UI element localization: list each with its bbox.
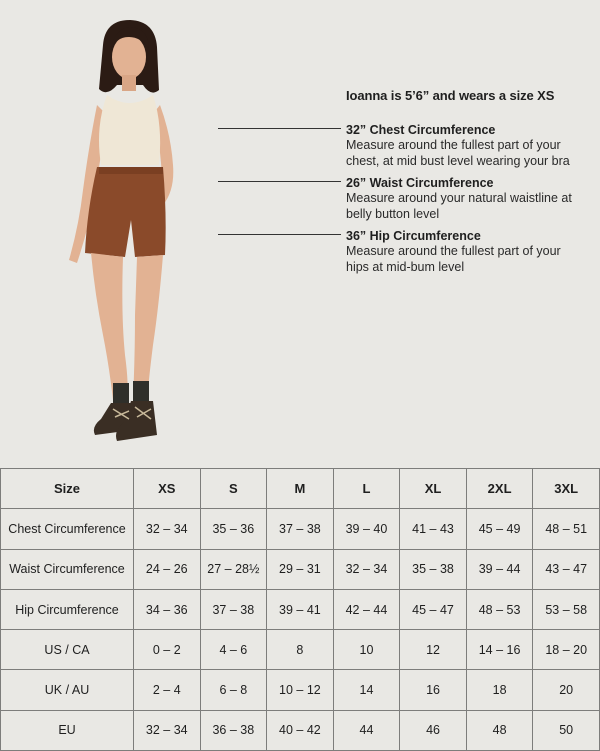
table-cell: 16 bbox=[400, 670, 467, 710]
row-label: UK / AU bbox=[1, 670, 134, 710]
table-row bbox=[1, 710, 600, 750]
table-row bbox=[1, 589, 600, 629]
chest-measurement bbox=[346, 123, 586, 169]
table-cell: 41 – 43 bbox=[400, 509, 467, 549]
table-cell: 18 – 20 bbox=[533, 630, 600, 670]
waist-measurement bbox=[346, 176, 586, 222]
header-cell: L bbox=[333, 469, 400, 509]
table-cell: 39 – 44 bbox=[466, 549, 533, 589]
model-illustration bbox=[55, 15, 205, 455]
header-cell: M bbox=[267, 469, 334, 509]
table-cell: 36 – 38 bbox=[200, 710, 267, 750]
row-label: Hip Circumference bbox=[1, 589, 134, 629]
header-cell: XL bbox=[400, 469, 467, 509]
header-cell: Size bbox=[1, 469, 134, 509]
table-cell: 0 – 2 bbox=[134, 630, 201, 670]
hip-measurement bbox=[346, 229, 586, 275]
table-cell: 48 bbox=[466, 710, 533, 750]
table-cell: 37 – 38 bbox=[200, 589, 267, 629]
header-cell: 2XL bbox=[466, 469, 533, 509]
table-cell: 32 – 34 bbox=[333, 549, 400, 589]
table-cell: 34 – 36 bbox=[134, 589, 201, 629]
table-cell: 43 – 47 bbox=[533, 549, 600, 589]
table-cell: 20 bbox=[533, 670, 600, 710]
table-cell: 8 bbox=[267, 630, 334, 670]
table-header-row bbox=[1, 469, 600, 509]
table-cell: 27 – 28½ bbox=[200, 549, 267, 589]
table-cell: 35 – 36 bbox=[200, 509, 267, 549]
header-cell: S bbox=[200, 469, 267, 509]
table-row bbox=[1, 549, 600, 589]
table-cell: 32 – 34 bbox=[134, 710, 201, 750]
model-photo bbox=[55, 15, 205, 455]
table-cell: 37 – 38 bbox=[267, 509, 334, 549]
row-label: Waist Circumference bbox=[1, 549, 134, 589]
measurement-description: Measure around your natural waistline at belly button level bbox=[346, 191, 572, 221]
table-cell: 44 bbox=[333, 710, 400, 750]
table-row bbox=[1, 509, 600, 549]
table-cell: 18 bbox=[466, 670, 533, 710]
waist-leader-line bbox=[218, 181, 341, 182]
model-size-note: Ioanna is 5’6” and wears a size XS bbox=[346, 88, 555, 103]
measurement-description: Measure around the fullest part of your hips at mid-bum level bbox=[346, 244, 561, 274]
table-cell: 45 – 47 bbox=[400, 589, 467, 629]
table-cell: 40 – 42 bbox=[267, 710, 334, 750]
table-cell: 39 – 40 bbox=[333, 509, 400, 549]
hip-leader-line bbox=[218, 234, 341, 235]
measurement-title: 36” Hip Circumference bbox=[346, 229, 481, 243]
table-cell: 53 – 58 bbox=[533, 589, 600, 629]
measurement-description: Measure around the fullest part of your chest, at mid bust level wearing your bra bbox=[346, 138, 570, 168]
table-cell: 45 – 49 bbox=[466, 509, 533, 549]
table-cell: 14 – 16 bbox=[466, 630, 533, 670]
table-cell: 10 – 12 bbox=[267, 670, 334, 710]
table-row bbox=[1, 670, 600, 710]
table-cell: 35 – 38 bbox=[400, 549, 467, 589]
table-cell: 12 bbox=[400, 630, 467, 670]
table-cell: 10 bbox=[333, 630, 400, 670]
table-row bbox=[1, 630, 600, 670]
table-cell: 46 bbox=[400, 710, 467, 750]
table-cell: 50 bbox=[533, 710, 600, 750]
measurement-title: 26” Waist Circumference bbox=[346, 176, 494, 190]
measurement-title: 32” Chest Circumference bbox=[346, 123, 496, 137]
table-cell: 2 – 4 bbox=[134, 670, 201, 710]
header-cell: 3XL bbox=[533, 469, 600, 509]
table-cell: 24 – 26 bbox=[134, 549, 201, 589]
chest-leader-line bbox=[218, 128, 341, 129]
row-label: EU bbox=[1, 710, 134, 750]
size-chart-table bbox=[0, 468, 600, 751]
table-cell: 39 – 41 bbox=[267, 589, 334, 629]
table-cell: 29 – 31 bbox=[267, 549, 334, 589]
table-cell: 42 – 44 bbox=[333, 589, 400, 629]
table-cell: 32 – 34 bbox=[134, 509, 201, 549]
table-cell: 4 – 6 bbox=[200, 630, 267, 670]
table-cell: 48 – 51 bbox=[533, 509, 600, 549]
row-label: Chest Circumference bbox=[1, 509, 134, 549]
header-cell: XS bbox=[134, 469, 201, 509]
row-label: US / CA bbox=[1, 630, 134, 670]
table-cell: 6 – 8 bbox=[200, 670, 267, 710]
table-cell: 14 bbox=[333, 670, 400, 710]
table-cell: 48 – 53 bbox=[466, 589, 533, 629]
